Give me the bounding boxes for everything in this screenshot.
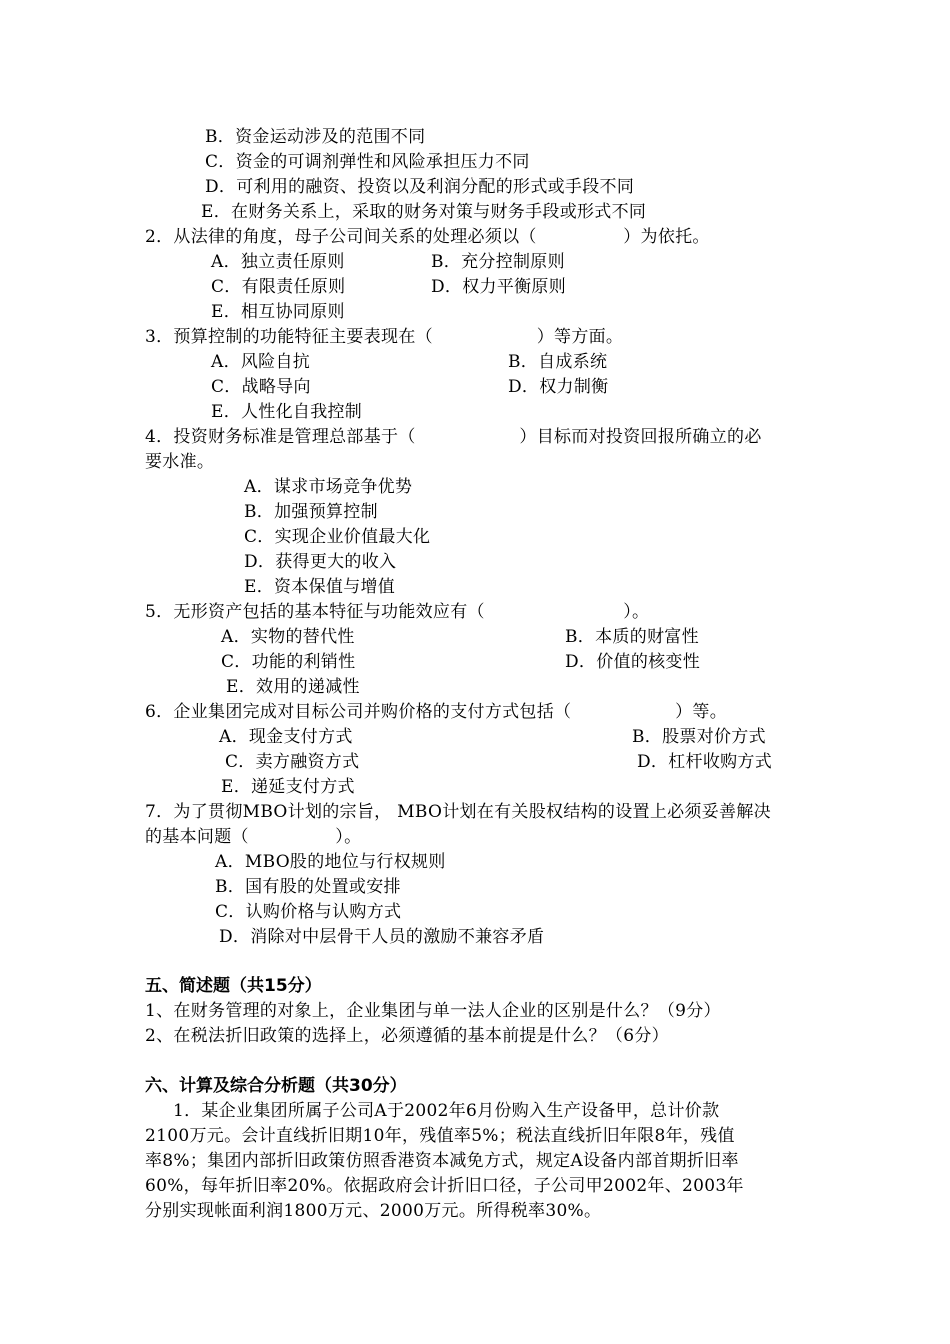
- q6-option-c: C．卖方融资方式: [225, 752, 360, 772]
- q4-option-c: C．实现企业价值最大化: [244, 527, 431, 547]
- q4-option-b: B．加强预算控制: [244, 502, 378, 522]
- q7-option-b: B．国有股的处置或安排: [215, 877, 401, 897]
- q3-stem: 3．预算控制的功能特征主要表现在（ ）等方面。: [145, 327, 624, 347]
- q5-stem: 5．无形资产包括的基本特征与功能效应有（ ）。: [145, 602, 650, 622]
- q2-option-d: D．权力平衡原则: [431, 277, 567, 297]
- q5-option-e: E．效用的递减性: [226, 677, 360, 697]
- q2-option-b: B．充分控制原则: [431, 252, 565, 272]
- q1-option-c: C．资金的可调剂弹性和风险承担压力不同: [205, 152, 530, 172]
- section6-paragraph-line3: 率8%；集团内部折旧政策仿照香港资本减免方式，规定A设备内部首期折旧率: [145, 1151, 739, 1171]
- q6-option-e: E．递延支付方式: [221, 777, 355, 797]
- q7-option-a: A．MBO股的地位与行权规则: [215, 852, 446, 872]
- q4-option-d: D．获得更大的收入: [244, 552, 397, 572]
- q3-option-e: E．人性化自我控制: [211, 402, 363, 422]
- q4-option-e: E．资本保值与增值: [244, 577, 396, 597]
- q2-option-a: A．独立责任原则: [211, 252, 345, 272]
- q3-option-d: D．权力制衡: [508, 377, 609, 397]
- q4-option-a: A．谋求市场竞争优势: [244, 477, 413, 497]
- section6-heading: 六、计算及综合分析题（共30分）: [145, 1076, 407, 1096]
- q3-option-c: C．战略导向: [211, 377, 311, 397]
- q3-option-a: A．风险自抗: [211, 352, 311, 372]
- q7-stem-line1: 7．为了贯彻MBO计划的宗旨， MBO计划在有关股权结构的设置上必须妥善解决: [145, 802, 771, 822]
- q1-option-b: B．资金运动涉及的范围不同: [205, 127, 426, 147]
- q6-stem: 6．企业集团完成对目标公司并购价格的支付方式包括（ ）等。: [145, 702, 728, 722]
- q6-option-a: A．现金支付方式: [219, 727, 353, 747]
- section5-heading: 五、简述题（共15分）: [145, 976, 322, 996]
- q6-option-b: B．股票对价方式: [632, 727, 766, 747]
- section6-paragraph-line4: 60%，每年折旧率20%。依据政府会计折旧口径，子公司甲2002年、2003年: [145, 1176, 744, 1196]
- q5-option-c: C．功能的利销性: [221, 652, 356, 672]
- q7-option-d: D．消除对中层骨干人员的激励不兼容矛盾: [219, 927, 545, 947]
- q2-option-c: C．有限责任原则: [211, 277, 346, 297]
- q3-option-b: B．自成系统: [508, 352, 608, 372]
- q4-stem-line1: 4．投资财务标准是管理总部基于（ ）目标而对投资回报所确立的必: [145, 427, 762, 447]
- q5-option-b: B．本质的财富性: [565, 627, 699, 647]
- q5-option-a: A．实物的替代性: [221, 627, 355, 647]
- q7-stem-line2: 的基本问题（ ）。: [145, 827, 362, 847]
- section6-paragraph-line1: 1．某企业集团所属子公司A于2002年6月份购入生产设备甲，总计价款: [173, 1101, 720, 1121]
- q1-option-e: E．在财务关系上，采取的财务对策与财务手段或形式不同: [201, 202, 647, 222]
- q2-option-e: E．相互协同原则: [211, 302, 345, 322]
- section5-question-2: 2、在税法折旧政策的选择上，必须遵循的基本前提是什么？（6分）: [145, 1026, 669, 1046]
- q4-stem-line2: 要水准。: [145, 452, 215, 472]
- q6-option-d: D．杠杆收购方式: [637, 752, 773, 772]
- q1-option-d: D．可利用的融资、投资以及利润分配的形式或手段不同: [205, 177, 635, 197]
- q7-option-c: C．认购价格与认购方式: [215, 902, 402, 922]
- section6-paragraph-line2: 2100万元。会计直线折旧期10年，残值率5%；税法直线折旧年限8年，残值: [145, 1126, 735, 1146]
- q2-stem: 2．从法律的角度，母子公司间关系的处理必须以（ ）为依托。: [145, 227, 710, 247]
- section5-question-1: 1、在财务管理的对象上，企业集团与单一法人企业的区别是什么？（9分）: [145, 1001, 721, 1021]
- q5-option-d: D．价值的核变性: [565, 652, 701, 672]
- section6-paragraph-line5: 分别实现帐面利润1800万元、2000万元。所得税率30%。: [145, 1201, 602, 1221]
